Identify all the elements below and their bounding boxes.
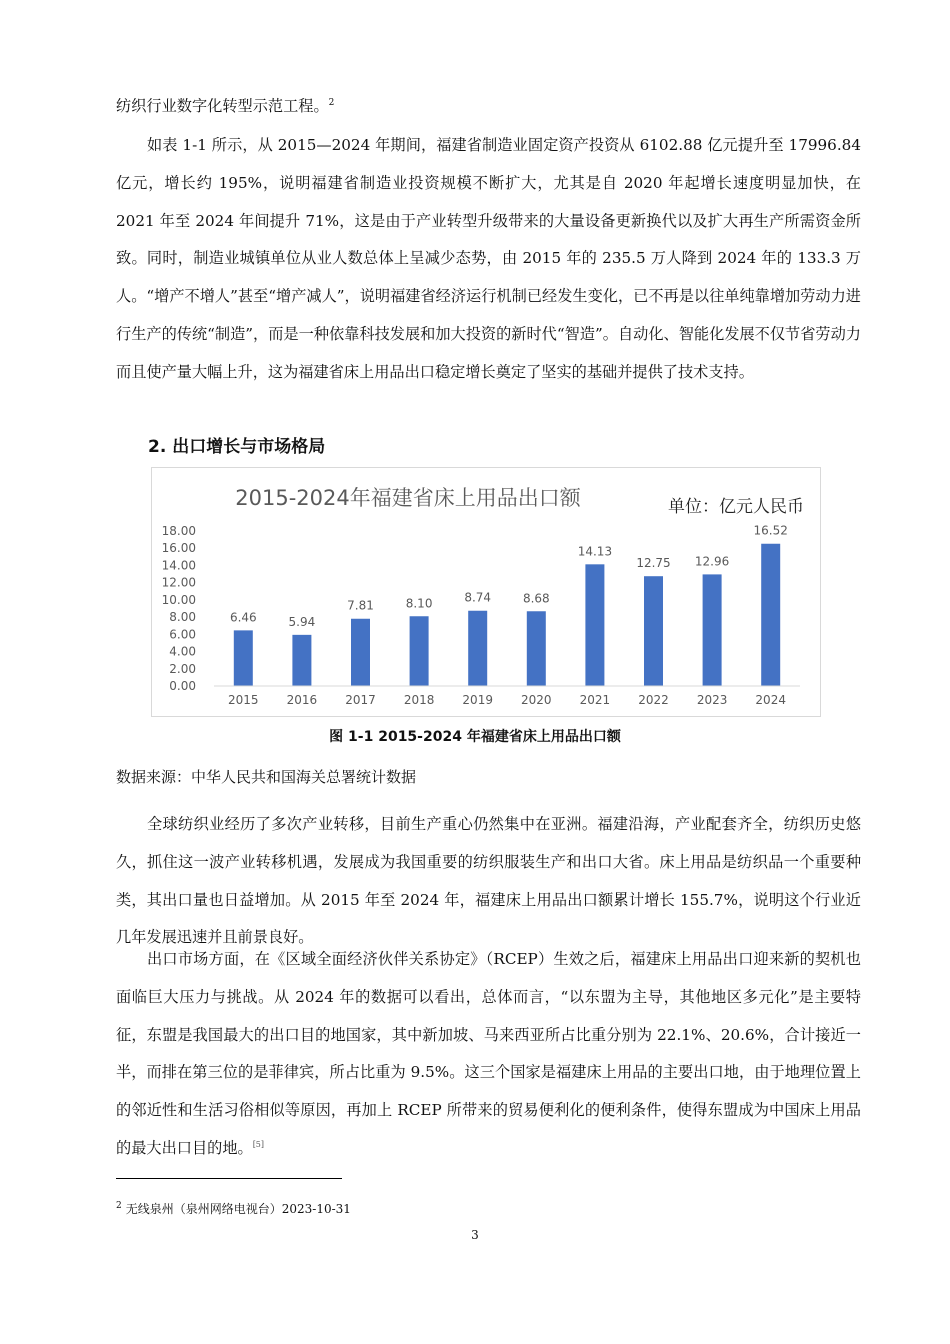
- footnote-divider: [116, 1178, 342, 1179]
- data-label-2020: 8.68: [522, 591, 550, 606]
- data-label-2023: 12.96: [694, 554, 730, 569]
- y-tick-label: 6.00: [169, 627, 196, 642]
- y-tick-label: 4.00: [169, 644, 196, 659]
- x-tick-label: 2022: [638, 693, 669, 707]
- footnote-number: 2: [116, 1201, 122, 1211]
- paragraph-intro-text: 纺织行业数字化转型示范工程。: [116, 97, 329, 115]
- y-tick-label: 16.00: [161, 541, 196, 556]
- chart-unit-label: 单位：亿元人民币: [668, 497, 804, 517]
- data-label-2017: 7.81: [347, 598, 374, 613]
- data-label-2024: 16.52: [753, 523, 788, 538]
- x-tick-label: 2023: [696, 693, 728, 707]
- bar-series: [230, 524, 788, 686]
- paragraph-export-market-text: 出口市场方面，在《区域全面经济伙伴关系协定》（RCEP）生效之后，福建床上用品出口迎来新的契机也面临巨大压力与挑战。从 2024 年的数据可以看出，总体而言，“以东盟为主导，其他地区多元化”是主要特征，东盟是我国最大的出口目的地国家，其中新加坡、马来西亚所占比重分别为 22.1%、20.6%，合计接近一半，而排在第三位的是菲律宾，所占比重为 9.5%。这三个国家是福建床上用品的主要出口地，由于地理位置上的邻近性和生活习俗相似等原因，再加上 RCEP 所带来的贸易便利化的便利条件，使得东盟成为中国床上用品的最大出口目的地。: [116, 950, 861, 1157]
- bar-2024: [761, 544, 780, 686]
- y-tick-label: 18.00: [161, 524, 196, 538]
- paragraph-investment: 如表 1-1 所示，从 2015—2024 年期间，福建省制造业固定资产投资从 6102.88 亿元提升至 17996.84 亿元，增长约 195%，说明福建省制造业投资规模不断扩大，尤其是自 2020 年起增长速度明显加快，在 2021 年至 2024 年间提升 71%，这是由于产业转型升级带来的大量设备更新换代以及扩大再生产所需资金所致。同时，制造业城镇单位从业人数总体上呈减少态势，由 2015 年的 235.5 万人降到 2024 年的 133.3 万人。“增产不增人”甚至“增产减人”，说明福建省经济运行机制已经发生变化，已不再是以往单纯靠增加劳动力进行生产的传统“制造”，而是一种依靠科技发展和加大投资的新时代“智造”。自动化、智能化发展不仅节省劳动力而且使产量大幅上升，这为福建省床上用品出口稳定增长奠定了坚实的基础并提供了技术支持。: [116, 136, 861, 381]
- bar-2018: [410, 616, 429, 686]
- y-tick-label: 14.00: [161, 558, 196, 573]
- y-axis: [162, 524, 196, 693]
- y-tick-label: 8.00: [169, 610, 196, 625]
- x-tick-label: 2017: [345, 693, 376, 707]
- footnote: [116, 1200, 351, 1217]
- chart-title: 2015-2024年福建省床上用品出口额: [235, 486, 581, 510]
- paragraph-intro-tail: [116, 88, 861, 126]
- data-label-2019: 8.74: [464, 590, 492, 605]
- footnote-text: 无线泉州（泉州网络电视台）2023-10-31: [125, 1202, 351, 1216]
- section-heading: 2. 出口增长与市场格局: [148, 437, 326, 457]
- x-tick-label: 2016: [286, 693, 318, 707]
- data-label-2021: 14.13: [577, 544, 613, 559]
- x-tick-label: 2020: [521, 693, 552, 707]
- footnote-reference[interactable]: 2: [328, 97, 335, 108]
- data-label-2022: 12.75: [636, 556, 671, 571]
- x-tick-label: 2015: [228, 693, 259, 707]
- figure-caption: 图 1-1 2015-2024 年福建省床上用品出口额: [329, 729, 621, 745]
- data-label-2016: 5.94: [288, 614, 316, 629]
- data-label-2018: 8.10: [405, 596, 433, 611]
- bar-2015: [234, 630, 253, 686]
- bar-2017: [351, 619, 370, 686]
- bar-2023: [703, 574, 722, 686]
- y-tick-label: 12.00: [161, 575, 196, 590]
- x-tick-label: 2019: [462, 693, 493, 707]
- bar-2016: [292, 635, 311, 686]
- x-axis: [214, 686, 800, 707]
- chart-svg: [152, 468, 820, 716]
- bar-2020: [527, 611, 546, 686]
- bar-2021: [585, 564, 604, 686]
- export-bar-chart: [151, 467, 821, 717]
- citation-reference[interactable]: [5]: [252, 1139, 265, 1149]
- paragraph-textile-industry: 全球纺织业经历了多次产业转移，目前生产重心仍然集中在亚洲。福建沿海，产业配套齐全，纺织历史悠久，抓住这一波产业转移机遇，发展成为我国重要的纺织服装生产和出口大省。床上用品是纺织品一个重要种类，其出口量也日益增加。从 2015 年至 2024 年，福建床上用品出口额累计增长 155.7%，说明这个行业近几年发展迅速并且前景良好。: [116, 815, 861, 947]
- paragraph-export-market: [116, 941, 861, 1168]
- bar-2022: [644, 576, 663, 686]
- y-tick-label: 0.00: [169, 679, 196, 693]
- x-tick-label: 2021: [579, 693, 611, 707]
- x-tick-label: 2024: [755, 693, 786, 707]
- page-number: 3: [471, 1228, 479, 1242]
- y-tick-label: 10.00: [161, 592, 196, 607]
- data-label-2015: 6.46: [229, 610, 257, 625]
- x-tick-label: 2018: [403, 693, 435, 707]
- data-source-note: 数据来源：中华人民共和国海关总署统计数据: [116, 768, 417, 786]
- bar-2019: [468, 611, 487, 686]
- y-tick-label: 2.00: [169, 661, 196, 676]
